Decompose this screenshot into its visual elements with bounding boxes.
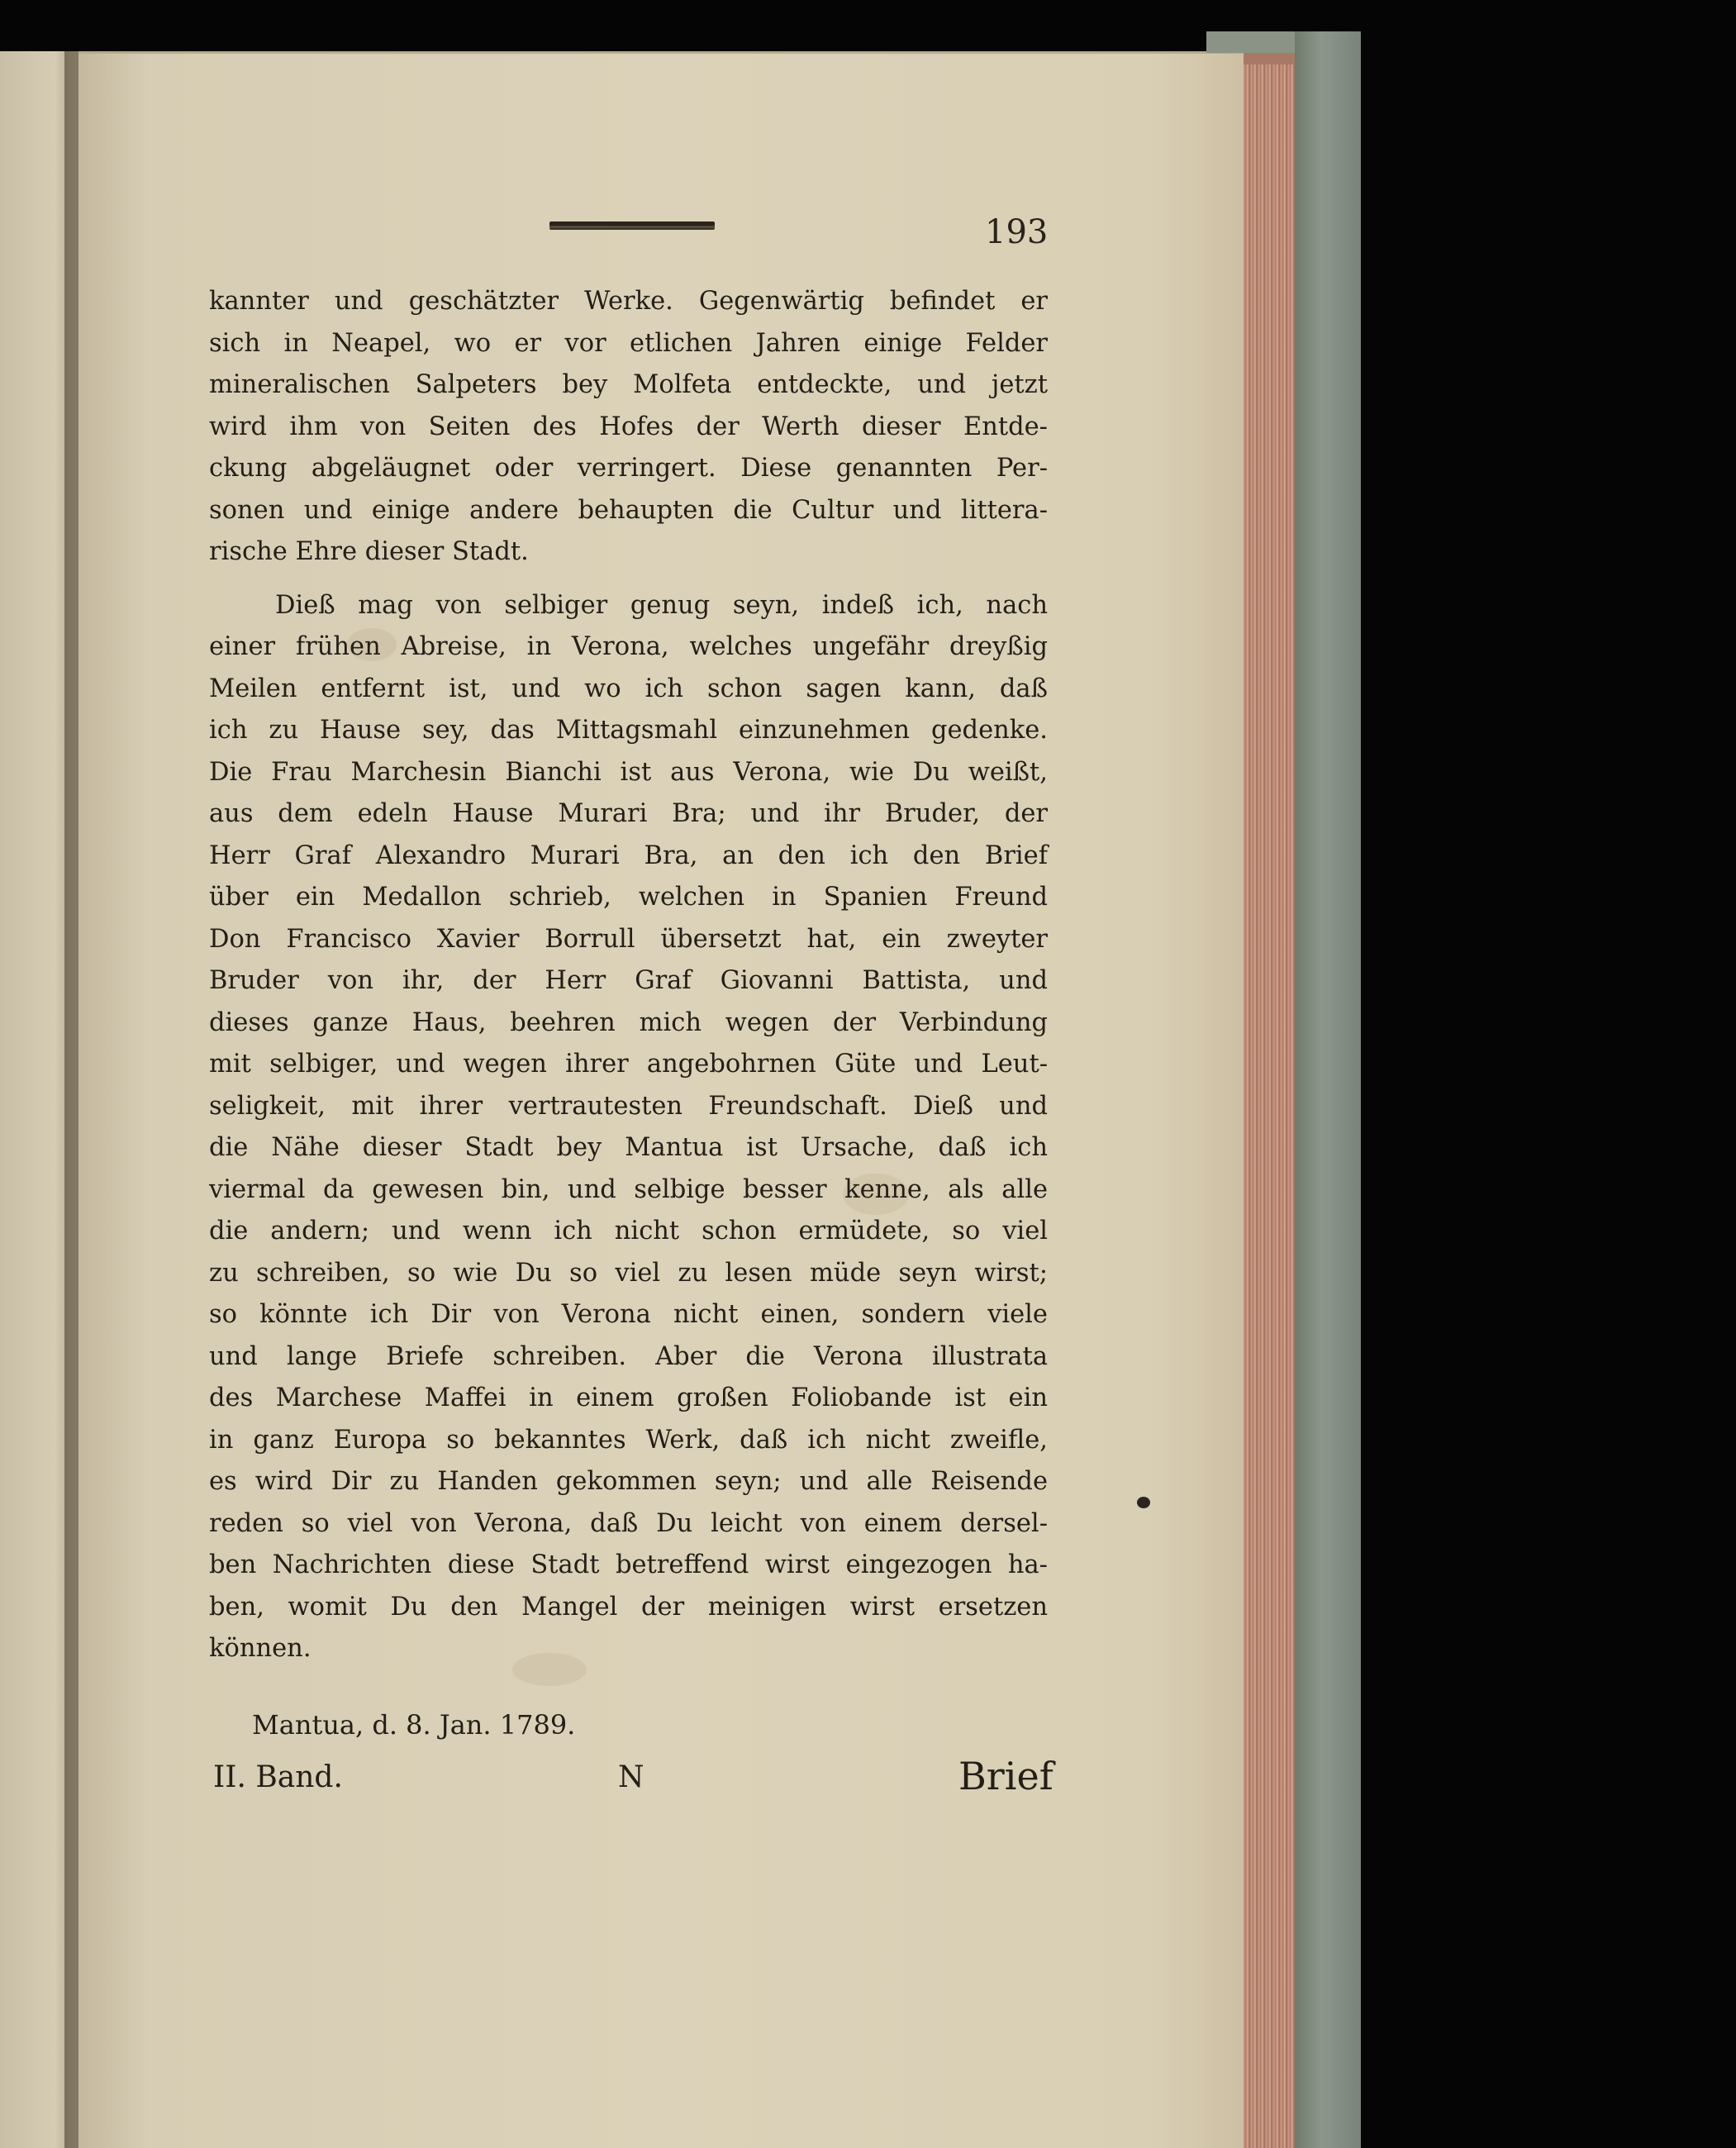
- text-line: aus dem edeln Hause Murari Bra; und ihr Bruder, der: [209, 799, 1048, 828]
- page-edges: [1244, 64, 1295, 2148]
- text-line: Don Francisco Xavier Borrull übersetzt hat, ein zweyter: [209, 924, 1048, 954]
- text-line: ckung abgeläugnet oder verringert. Diese genannten Per-: [209, 454, 1048, 483]
- cover-board: [1295, 31, 1361, 2148]
- text-line: reden so viel von Verona, daß Du leicht von einem dersel-: [209, 1508, 1048, 1538]
- text-line: mit selbiger, und wegen ihrer angebohrnen Güte und Leut-: [209, 1050, 1048, 1079]
- text-line: des Marchese Maffei in einem großen Foliobande ist ein: [209, 1384, 1048, 1412]
- text-line: zu schreiben, so wie Du so viel zu lesen müde seyn wirst;: [209, 1258, 1048, 1288]
- text-line: sonen und einige andere behaupten die Cultur und littera-: [209, 495, 1048, 525]
- text-line: in ganz Europa so bekanntes Werk, daß ich nicht zweifle,: [209, 1425, 1048, 1455]
- text-line: und lange Briefe schreiben. Aber die Verona illustrata: [209, 1341, 1048, 1371]
- text-line: seligkeit, mit ihrer vertrautesten Freundschaft. Dieß und: [209, 1091, 1048, 1121]
- text-line: die andern; und wenn ich nicht schon ermüdete, so viel: [209, 1217, 1048, 1245]
- paragraph-gap: [209, 574, 1048, 585]
- text-line: Meilen entfernt ist, und wo ich schon sagen kann, daß: [209, 674, 1048, 703]
- text-line: Dieß mag von selbiger genug seyn, indeß ich, nach: [275, 590, 1048, 620]
- text-line: ben, womit Du den Mangel der meinigen wirst ersetzen: [209, 1592, 1048, 1622]
- text-line: viermal da gewesen bin, und selbige besser kenne, als alle: [209, 1174, 1048, 1204]
- text-line: über ein Medallon schrieb, welchen in Spanien Freund: [209, 883, 1048, 912]
- head-rule-ornament: [549, 221, 715, 230]
- dateline: Mantua, d. 8. Jan. 1789.: [252, 1709, 576, 1741]
- text-line: Die Frau Marchesin Bianchi ist aus Verona, wie Du weißt,: [209, 757, 1048, 787]
- volume-mark: II. Band.: [213, 1760, 343, 1794]
- text-line: es wird Dir zu Handen gekommen seyn; und alle Reisende: [209, 1467, 1048, 1496]
- text-line: wird ihm von Seiten des Hofes der Werth dieser Entde-: [209, 412, 1048, 441]
- text-line: sich in Neapel, wo er vor etlichen Jahren einige Felder: [209, 328, 1048, 358]
- ink-spot: [1137, 1497, 1150, 1508]
- catchword: Brief: [958, 1754, 1053, 1798]
- body-text: [209, 281, 1048, 1670]
- text-line: Herr Graf Alexandro Murari Bra, an den ich den Brief: [209, 841, 1048, 870]
- page-number: 193: [985, 213, 1049, 251]
- text-line: können.: [209, 1634, 312, 1663]
- text-line: kannter und geschätzter Werke. Gegenwärtig befindet er: [209, 287, 1048, 316]
- text-line: dieses ganze Haus, beehren mich wegen der Verbindung: [209, 1007, 1048, 1037]
- text-line: ben Nachrichten diese Stadt betreffend wirst eingezogen ha-: [209, 1550, 1048, 1579]
- text-line: die Nähe dieser Stadt bey Mantua ist Ursache, daß ich: [209, 1133, 1048, 1162]
- text-line: rische Ehre dieser Stadt.: [209, 537, 529, 566]
- signature-mark: N: [618, 1760, 644, 1794]
- text-line: Bruder von ihr, der Herr Graf Giovanni Battista, und: [209, 966, 1048, 995]
- text-line: ich zu Hause sey, das Mittagsmahl einzunehmen gedenke.: [209, 716, 1048, 745]
- text-line: so könnte ich Dir von Verona nicht einen, sondern viele: [209, 1300, 1048, 1329]
- text-line: einer frühen Abreise, in Verona, welches ungefähr dreyßig: [209, 632, 1048, 661]
- text-line: mineralischen Salpeters bey Molfeta entdeckte, und jetzt: [209, 370, 1048, 399]
